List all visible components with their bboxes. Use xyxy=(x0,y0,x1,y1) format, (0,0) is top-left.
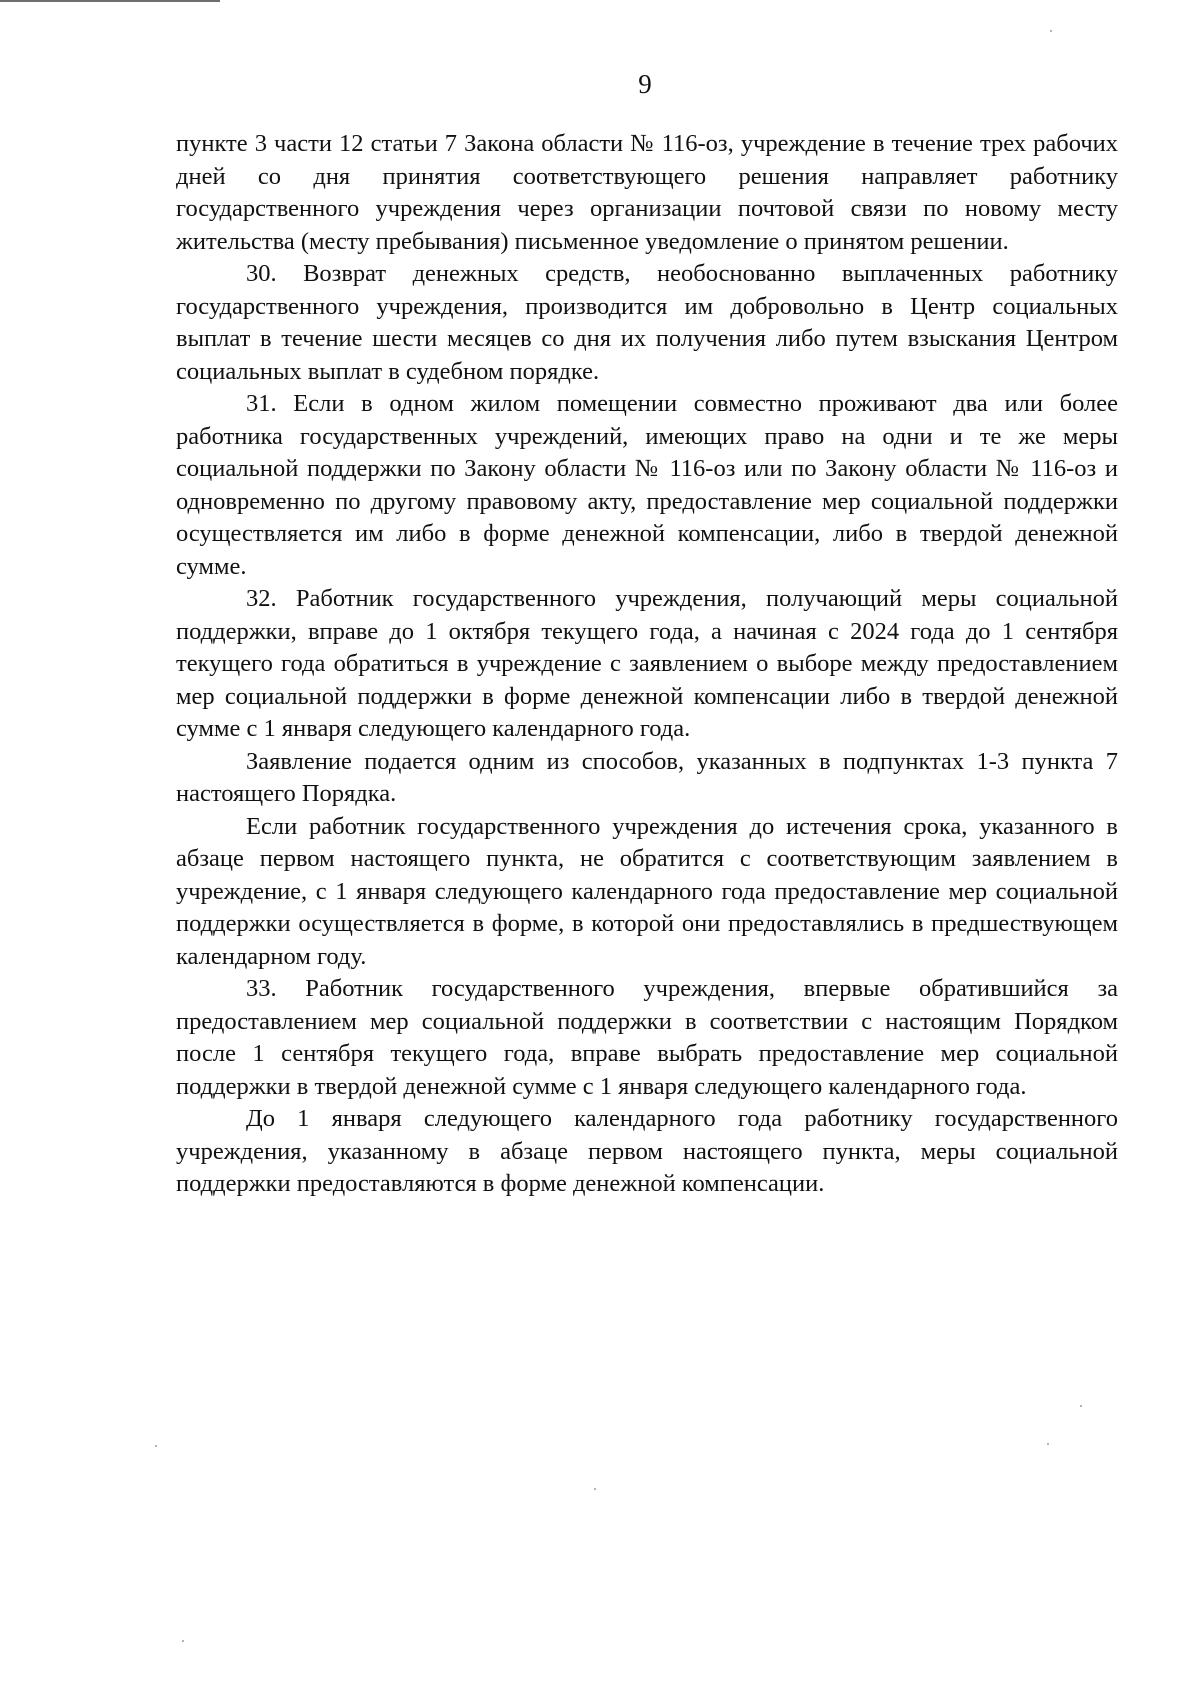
scan-speck xyxy=(594,1488,596,1490)
paragraph-item-33: 33. Работник государственного учреждения, впервые обратившийся за предоставлением мер социальной поддержки в соответствии с настоящим Порядком после 1 сентября текущего года, вправе выбрать предоставление мер социальной поддержки в твердой денежной сумме с 1 января следующего календарного года. xyxy=(176,975,1118,1100)
paragraph-no-application: Если работник государственного учреждения до истечения срока, указанного в абзаце первом настоящего пункта, не обратится с соответствующим заявлением в учреждение, с 1 января следующего календарного года предоставление мер социальной поддержки осуществляется в форме, в которой они предоставлялись в предшествующем календарном году. xyxy=(176,812,1118,970)
paragraph-application-methods: Заявление подается одним из способов, указанных в подпунктах 1-3 пункта 7 настоящего Порядка. xyxy=(176,747,1118,807)
page-number: 9 xyxy=(638,69,652,99)
paragraph-item-31: 31. Если в одном жилом помещении совместно проживают два или более работника государственных учреждений, имеющих право на одни и те же меры социальной поддержки по Закону области № 116-оз или по Закону области № 116-оз и одновременно по другому правовому акту, предоставление мер социальной поддержки осуществляется им либо в форме денежной компенсации, либо в твердой денежной сумме. xyxy=(176,390,1118,580)
scan-edge-line xyxy=(0,0,220,2)
paragraph-item-32: 32. Работник государственного учреждения, получающий меры социальной поддержки, вправе до 1 октября текущего года, а начиная с 2024 года до 1 сентября текущего года обратиться в учреждение с заявлением о выборе между предоставлением мер социальной поддержки в форме денежной компенсации либо в твердой денежной сумме с 1 января следующего календарного года. xyxy=(176,585,1118,742)
scan-speck xyxy=(155,1445,157,1447)
paragraph-item-30: 30. Возврат денежных средств, необоснованно выплаченных работнику государственного учреждения, производится им добровольно в Центр социальных выплат в течение шести месяцев со дня их получения либо путем взыскания Центром социальных выплат в судебном порядке. xyxy=(176,260,1118,385)
paragraph-until-january: До 1 января следующего календарного года работнику государственного учреждения, указанному в абзаце первом настоящего пункта, меры социальной поддержки предоставляются в форме денежной компенсации. xyxy=(176,1105,1118,1197)
scan-speck xyxy=(1050,30,1052,32)
paragraph-continuation: пункте 3 части 12 статьи 7 Закона области № 116-оз, учреждение в течение трех рабочих дней со дня принятия соответствующего решения направляет работнику государственного учреждения через организации почтовой связи по новому месту жительства (месту пребывания) письменное уведомление о принятом решении. xyxy=(176,130,1118,255)
scan-speck xyxy=(1047,1443,1049,1445)
scan-speck xyxy=(182,1640,184,1642)
document-body xyxy=(176,128,1118,1201)
scan-speck xyxy=(1080,1405,1082,1407)
